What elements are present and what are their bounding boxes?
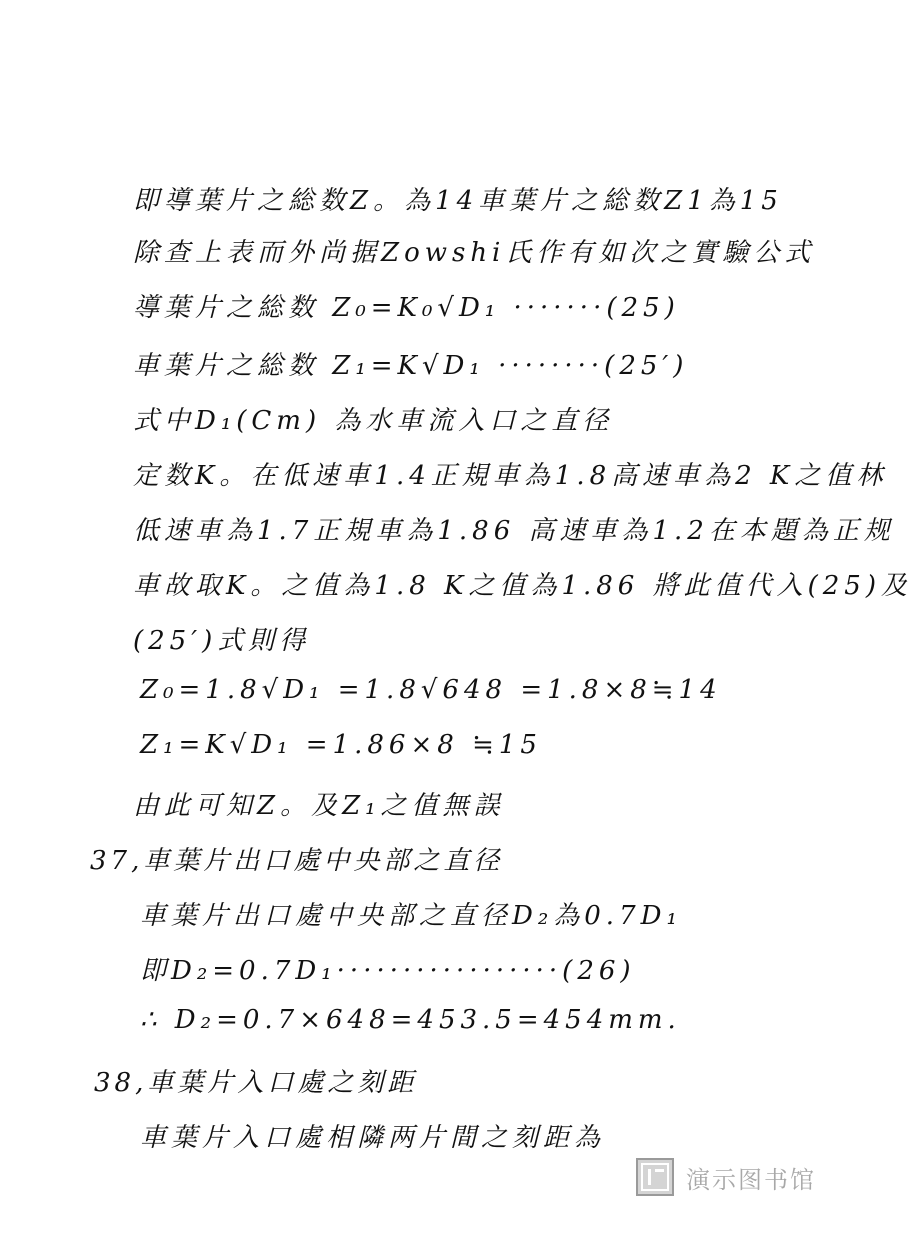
text-line-5: 式中D₁(Cm) 為水車流入口之直径 [133,406,614,436]
text-line-9: (25′)式則得 [133,626,311,656]
watermark-text: 演示图书馆 [686,1165,816,1194]
text-line-8: 車故取K。之值為1.8 K之值為1.86 將此值代入(25)及 [133,571,912,601]
formula-25: 導葉片之総数 Z₀=K₀√D₁ ·······(25) [133,293,680,323]
text-line-6: 定数K。在低速車1.4正規車為1.8高速車為2 K之值林 [133,461,888,491]
text-line-14: 車葉片出口處中央部之直径D₂為0.7D₁ [140,901,682,931]
text-line-2: 除查上表而外尚据Zowshi氏作有如次之實驗公式 [133,238,816,268]
section-38-heading: 38,車葉片入口處之刻距 [94,1068,418,1098]
equation-z1: Z₁=K√D₁ =1.86×8 ≒15 [140,730,542,760]
formula-26: 即D₂=0.7D₁·················(26) [140,956,636,986]
text-line-1: 即導葉片之総数Z。為14車葉片之総数Z1為15 [133,186,783,216]
watermark [636,1158,816,1196]
equation-z0: Z₀=1.8√D₁ =1.8√648 =1.8×8≒14 [140,675,722,705]
equation-d2: ∴ D₂=0.7×648=453.5=454mm. [140,1005,681,1035]
section-37-heading: 37,車葉片出口處中央部之直径 [90,846,504,876]
library-seal-icon [636,1158,674,1196]
text-line-7: 低速車為1.7正規車為1.86 高速車為1.2在本題為正规 [133,516,895,546]
text-line-12: 由此可知Z。及Z₁之值無誤 [133,791,505,821]
formula-25-prime: 車葉片之総数 Z₁=K√D₁ ········(25′) [133,351,689,381]
text-line-18: 車葉片入口處相隣两片間之刻距為 [140,1123,606,1153]
